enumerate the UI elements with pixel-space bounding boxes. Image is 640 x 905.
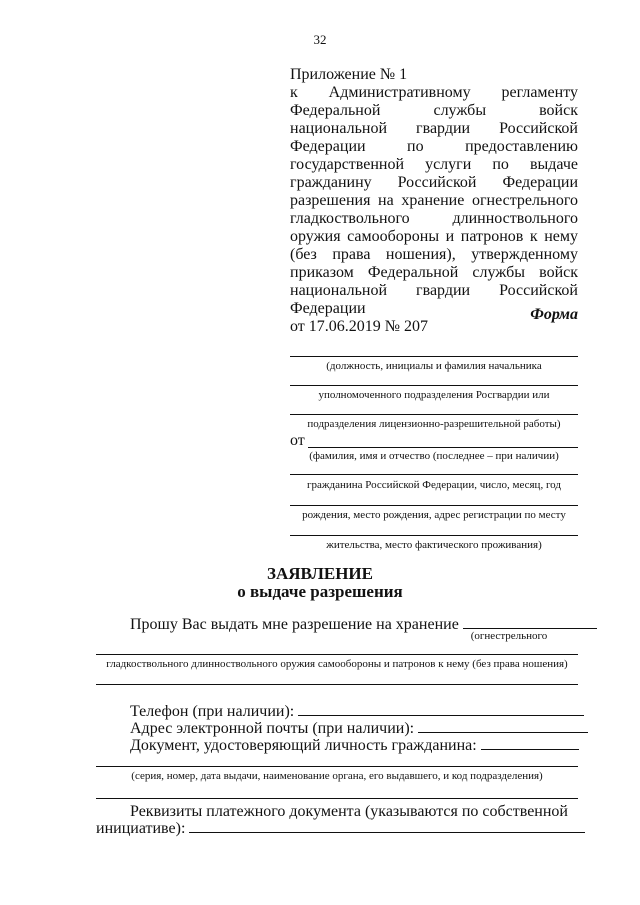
payment-label: инициативе): [96, 820, 186, 837]
phone-row [130, 703, 584, 721]
applicant-line-3[interactable] [290, 505, 578, 506]
appendix-block [290, 66, 578, 336]
addressee-line-2[interactable] [290, 385, 578, 386]
addressee-caption-3: подразделения лицензионно-разрешительной работы) [307, 418, 561, 430]
applicant-line-1[interactable] [308, 447, 578, 448]
from-label: от [290, 432, 305, 449]
request-caption-2: гладкоствольного длинноствольного оружия самообороны и патронов к нему (без права ношения) [106, 658, 568, 670]
email-row [130, 720, 588, 738]
request-caption-1: (огнестрельного [470, 630, 548, 642]
request-field[interactable] [463, 616, 597, 629]
applicant-line-4[interactable] [290, 535, 578, 536]
email-field[interactable] [418, 720, 588, 733]
request-line-2[interactable] [96, 654, 578, 655]
document-caption: (серия, номер, дата выдачи, наименование органа, его выдавшего, и код подразделения) [131, 770, 543, 782]
document-line-3[interactable] [96, 798, 578, 799]
applicant-line-2[interactable] [290, 474, 578, 475]
payment-row [96, 820, 585, 838]
request-label: Прошу Вас выдать мне разрешение на хранение [130, 616, 459, 633]
addressee-line-1[interactable] [290, 356, 578, 357]
form-label: Форма [530, 306, 578, 323]
document-title: ЗАЯВЛЕНИЕ [266, 564, 373, 583]
phone-label: Телефон (при наличии): [130, 703, 295, 720]
applicant-caption-2: гражданина Российской Федерации, число, месяц, год [307, 479, 561, 491]
request-line-3[interactable] [96, 684, 578, 685]
phone-field[interactable] [298, 703, 584, 716]
addressee-line-3[interactable] [290, 414, 578, 415]
applicant-caption-1: (фамилия, имя и отчество (последнее – при наличии) [309, 450, 559, 462]
email-label: Адрес электронной почты (при наличии): [130, 720, 415, 737]
page-number: 32 [313, 32, 327, 47]
applicant-caption-3: рождения, место рождения, адрес регистрации по месту [302, 509, 566, 521]
appendix-title: Приложение № 1 [290, 66, 408, 83]
addressee-caption-2: уполномоченного подразделения Росгвардии или [318, 389, 550, 401]
document-line-2[interactable] [96, 766, 578, 767]
appendix-body: к Административному регламенту Федеральной службы войск национальной гвардии Российской Федерации по предоставлению государственной услуги по выдаче гражданину Российской Федерации разрешения на хранение огнестрельного гладкоствольного длинноствольного оружия самообороны и патронов к нему (без права ношения), утвержденному приказом Федеральной службы войск национальной гвардии Российской Федерации [290, 84, 578, 317]
appendix-date: от 17.06.2019 № 207 [290, 318, 429, 335]
addressee-caption-1: (должность, инициалы и фамилия начальника [326, 360, 542, 372]
document-row [130, 737, 579, 755]
document-label: Документ, удостоверяющий личность гражданина: [130, 737, 477, 754]
document-field[interactable] [481, 737, 579, 750]
applicant-caption-4: жительства, место фактического проживания) [326, 539, 542, 551]
document-subtitle: о выдаче разрешения [237, 582, 403, 601]
payment-field[interactable] [189, 820, 585, 833]
payment-line-1: Реквизиты платежного документа (указываются по собственной [130, 803, 568, 820]
